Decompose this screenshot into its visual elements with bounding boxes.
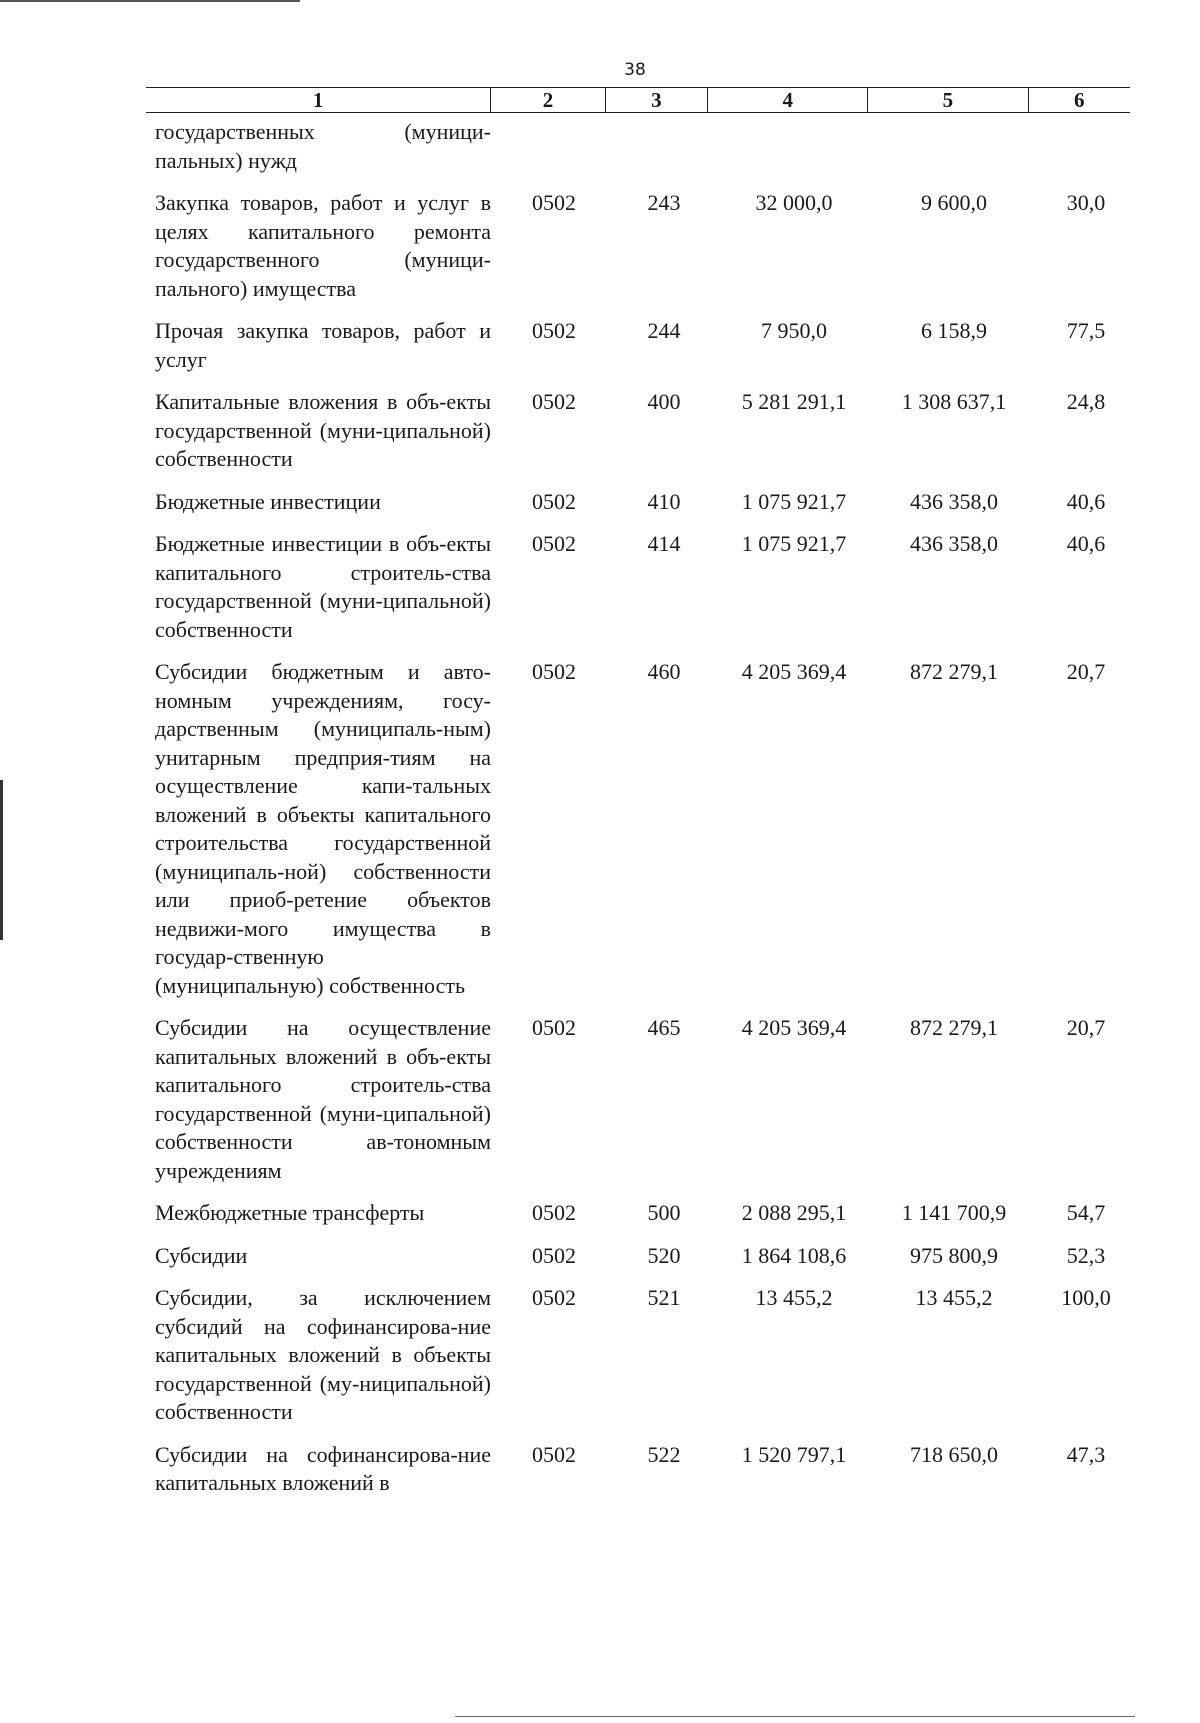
table-header: [146, 87, 1130, 113]
scan-edge: [455, 1716, 1135, 1717]
row-description: Капитальные вложения в объ-екты государственной (муни-ципальной) собственности: [155, 389, 491, 471]
row-description: Бюджетные инвестиции в объ-екты капитального строитель-ства государственной (муни-ципальной) собственности: [155, 531, 491, 642]
execution-percent: 54,7: [1066, 1200, 1106, 1225]
table-row: [155, 658, 1145, 1000]
row-description: государственных (муници-пальных) нужд: [155, 119, 491, 173]
column-header: 4: [708, 88, 868, 112]
executed-amount: 436 358,0: [910, 488, 998, 514]
execution-percent: 20,7: [1066, 1015, 1106, 1040]
column-header: 2: [491, 88, 605, 112]
row-description: Закупка товаров, работ и услуг в целях капитального ремонта государственного (муници-пального) имущества: [155, 190, 491, 301]
planned-amount: [715, 118, 873, 175]
section-code: 0502: [532, 389, 576, 414]
section-code: 0502: [532, 1200, 576, 1225]
executed-amount: 436 358,0: [910, 531, 998, 556]
table-row: [155, 488, 1145, 517]
column-header: 6: [1074, 87, 1085, 112]
expense-type-code: [613, 118, 715, 175]
scan-edge: [0, 780, 3, 940]
execution-percent: 52,3: [1066, 1242, 1106, 1268]
executed-amount: 872 279,1: [910, 659, 998, 684]
executed-amount: 13 455,2: [915, 1285, 993, 1310]
expense-type-code: 500: [647, 1200, 681, 1225]
table-row: [155, 189, 1145, 303]
expense-type-code: 244: [647, 318, 681, 343]
row-description: Субсидии на осуществление капитальных вложений в объ-екты капитального строитель-ства государственной (муни-ципальной) собственности ав-тономным учреждениям: [155, 1015, 491, 1183]
table-row: [155, 1199, 1145, 1228]
table-row: [155, 388, 1145, 474]
planned-amount: 1 864 108,6: [741, 1242, 847, 1268]
section-code: 0502: [532, 1242, 576, 1268]
scan-edge: [0, 0, 300, 2]
execution-percent: 40,6: [1066, 531, 1106, 556]
row-description: Межбюджетные трансферты: [155, 1200, 425, 1225]
row-description: Субсидии бюджетным и авто-номным учреждениям, госу-дарственным (муниципаль-ным) унитарным предприя-тиям на осуществление капи-тальных вложений в объекты капитального строительства государственной (муниципаль-ной) собственности или приоб-ретение объектов недвижи-мого имущества в государ-ственную (муниципальную) собственность: [155, 659, 491, 998]
row-description: Прочая закупка товаров, работ и услуг: [155, 318, 491, 372]
table-body: [155, 118, 1145, 1512]
expense-type-code: 414: [647, 531, 681, 556]
executed-amount: 718 650,0: [910, 1441, 998, 1467]
table-row: [155, 530, 1145, 644]
execution-percent: 24,8: [1066, 389, 1106, 414]
expense-type-code: 410: [647, 488, 681, 514]
section-code: 0502: [532, 1015, 576, 1040]
planned-amount: 32 000,0: [755, 190, 833, 215]
column-header: 5: [868, 88, 1028, 112]
section-code: 0502: [532, 1441, 576, 1467]
planned-amount: 13 455,2: [755, 1285, 833, 1310]
execution-percent: 47,3: [1066, 1441, 1106, 1467]
expense-type-code: 522: [647, 1441, 681, 1467]
expense-type-code: 243: [647, 190, 681, 215]
expense-type-code: 465: [647, 1015, 681, 1040]
executed-amount: [873, 118, 1035, 175]
executed-amount: 1 308 637,1: [901, 389, 1007, 414]
page-number: 38: [624, 60, 646, 80]
execution-percent: 77,5: [1066, 318, 1106, 343]
planned-amount: 1 520 797,1: [741, 1441, 847, 1467]
execution-percent: [1035, 118, 1137, 175]
expense-type-code: 460: [647, 659, 681, 684]
section-code: 0502: [532, 659, 576, 684]
execution-percent: 20,7: [1066, 659, 1106, 684]
planned-amount: 7 950,0: [761, 318, 827, 343]
planned-amount: 5 281 291,1: [741, 389, 847, 414]
executed-amount: 1 141 700,9: [901, 1200, 1007, 1225]
section-code: 0502: [532, 1285, 576, 1310]
planned-amount: 2 088 295,1: [741, 1200, 847, 1225]
expense-type-code: 400: [647, 389, 681, 414]
row-description: Бюджетные инвестиции: [155, 488, 381, 514]
executed-amount: 6 158,9: [921, 318, 987, 343]
section-code: [495, 118, 613, 175]
planned-amount: 4 205 369,4: [741, 659, 847, 684]
table-row: [155, 317, 1145, 374]
section-code: 0502: [532, 190, 576, 215]
expense-type-code: 521: [647, 1285, 681, 1310]
executed-amount: 975 800,9: [910, 1242, 998, 1268]
execution-percent: 40,6: [1066, 488, 1106, 514]
expense-type-code: 520: [647, 1242, 681, 1268]
table-row: [155, 1284, 1145, 1427]
section-code: 0502: [532, 531, 576, 556]
row-description: Субсидии на софинансирова-ние капитальных вложений в: [155, 1441, 491, 1495]
execution-percent: 30,0: [1066, 190, 1106, 215]
table-row: [155, 118, 1145, 175]
table-row: [155, 1441, 1145, 1498]
table-row: [155, 1014, 1145, 1185]
section-code: 0502: [532, 318, 576, 343]
row-description: Субсидии, за исключением субсидий на софинансирова-ние капитальных вложений в объекты государственной (му-ниципальной) собственности: [155, 1285, 491, 1424]
planned-amount: 4 205 369,4: [741, 1015, 847, 1040]
table-row: [155, 1242, 1145, 1271]
column-header: 3: [606, 88, 708, 112]
row-description: Субсидии: [155, 1242, 248, 1268]
executed-amount: 872 279,1: [910, 1015, 998, 1040]
planned-amount: 1 075 921,7: [741, 488, 847, 514]
execution-percent: 100,0: [1061, 1285, 1111, 1310]
planned-amount: 1 075 921,7: [741, 531, 847, 556]
column-header: 1: [146, 88, 491, 112]
executed-amount: 9 600,0: [921, 190, 987, 215]
section-code: 0502: [532, 488, 576, 514]
